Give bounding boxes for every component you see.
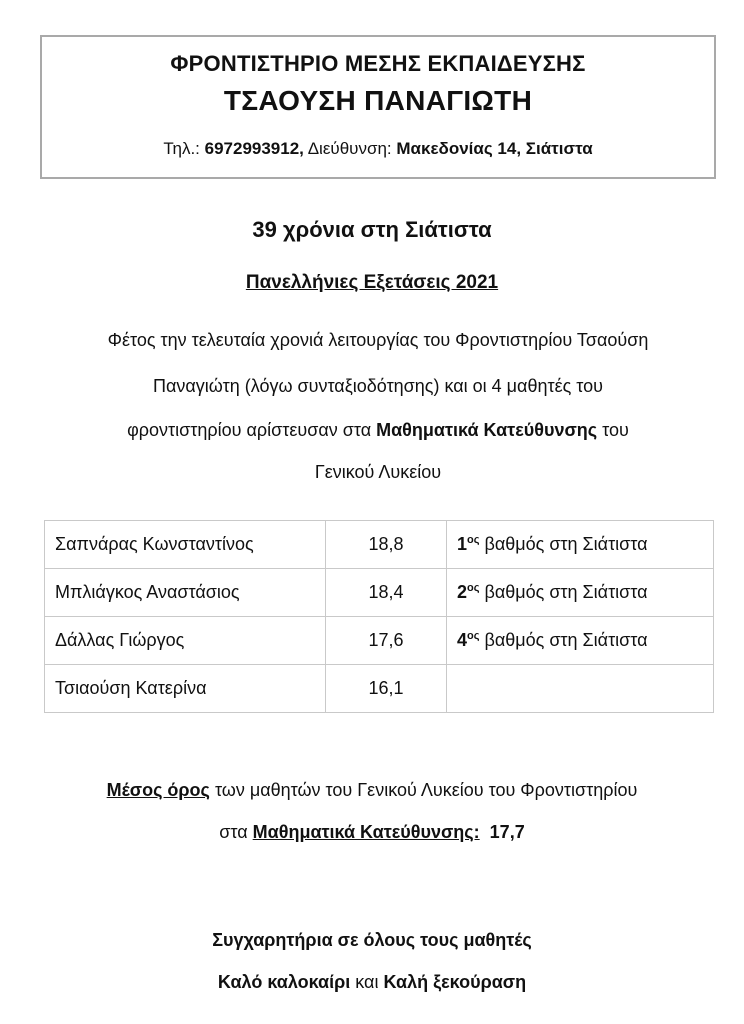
student-rank [447, 521, 714, 569]
student-name: Μπλιάγκος Αναστάσιος [45, 569, 326, 617]
table-row [45, 569, 714, 617]
student-name: Τσιαούση Κατερίνα [45, 665, 326, 713]
rank-number: $4^{o\varsigma}$ [457, 630, 480, 650]
intro-subject: Μαθηματικά Κατεύθυνσης [376, 420, 598, 440]
results-table [44, 520, 714, 713]
rank-number: $2^{o\varsigma}$ [457, 582, 480, 602]
student-grade: 18,4 [326, 569, 447, 617]
address-label: Διεύθυνση: [307, 139, 392, 158]
student-rank [447, 569, 714, 617]
exams-heading-text: Πανελλήνιες Εξετάσεις 2021 [245, 272, 499, 293]
address: Μακεδονίας 14, Σιάτιστα [396, 139, 593, 158]
header-contact [42, 139, 714, 159]
summer-wish-b: Καλή ξεκούραση [383, 972, 527, 992]
phone-label: Τηλ.: [163, 139, 200, 158]
student-rank [447, 617, 714, 665]
average-value: 17,7 [489, 822, 525, 842]
student-rank [447, 665, 714, 713]
student-grade: 18,8 [326, 521, 447, 569]
average-subject: Μαθηματικά Κατεύθυνσης: [252, 822, 480, 842]
header-box [40, 35, 716, 179]
rank-number: $1^{o\varsigma}$ [457, 534, 480, 554]
table-row [45, 617, 714, 665]
exams-heading [0, 272, 744, 294]
intro-line-3-a: φροντιστηρίου αρίστευσαν στα [127, 420, 372, 440]
average-text: των μαθητών του Γενικού Λυκείου του Φροντιστηρίου [214, 780, 638, 800]
rank-text: βαθμός στη Σιάτιστα [484, 582, 648, 602]
header-title-line2: ΤΣΑΟΥΣΗ ΠΑΝΑΓΙΩΤΗ [223, 85, 533, 116]
congratulations: Συγχαρητήρια σε όλους τους μαθητές [212, 930, 532, 950]
years-heading: 39 χρόνια στη Σιάτιστα [252, 217, 492, 242]
intro-line-4: Γενικού Λυκείου [314, 462, 442, 482]
average-label: Μέσος όρος [106, 780, 210, 800]
intro-line-3 [40, 420, 716, 441]
summer-wish-a: Καλό καλοκαίρι [217, 972, 351, 992]
student-name: Σαπνάρας Κωνσταντίνος [45, 521, 326, 569]
rank-text: βαθμός στη Σιάτιστα [484, 630, 648, 650]
student-name: Δάλλας Γιώργος [45, 617, 326, 665]
phone-number: 6972993912, [204, 139, 304, 158]
average-line-2 [0, 822, 744, 843]
student-grade: 17,6 [326, 617, 447, 665]
table-row [45, 665, 714, 713]
summer-and: και [355, 972, 379, 992]
intro-line-3-c: του [602, 420, 629, 440]
average-line-1 [0, 780, 744, 801]
intro-line-1: Φέτος την τελευταία χρονιά λειτουργίας του Φροντιστηρίου Τσαούση [107, 330, 649, 350]
average-prefix: στα [219, 822, 248, 842]
header-title-line1: ΦΡΟΝΤΙΣΤΗΡΙΟ ΜΕΣΗΣ ΕΚΠΑΙΔΕΥΣΗΣ [170, 51, 586, 76]
student-grade: 16,1 [326, 665, 447, 713]
table-row [45, 521, 714, 569]
summer-wishes [0, 972, 744, 993]
rank-text: βαθμός στη Σιάτιστα [484, 534, 648, 554]
intro-line-2: Παναγιώτη (λόγω συνταξιοδότησης) και οι 4 μαθητές του [152, 376, 604, 396]
